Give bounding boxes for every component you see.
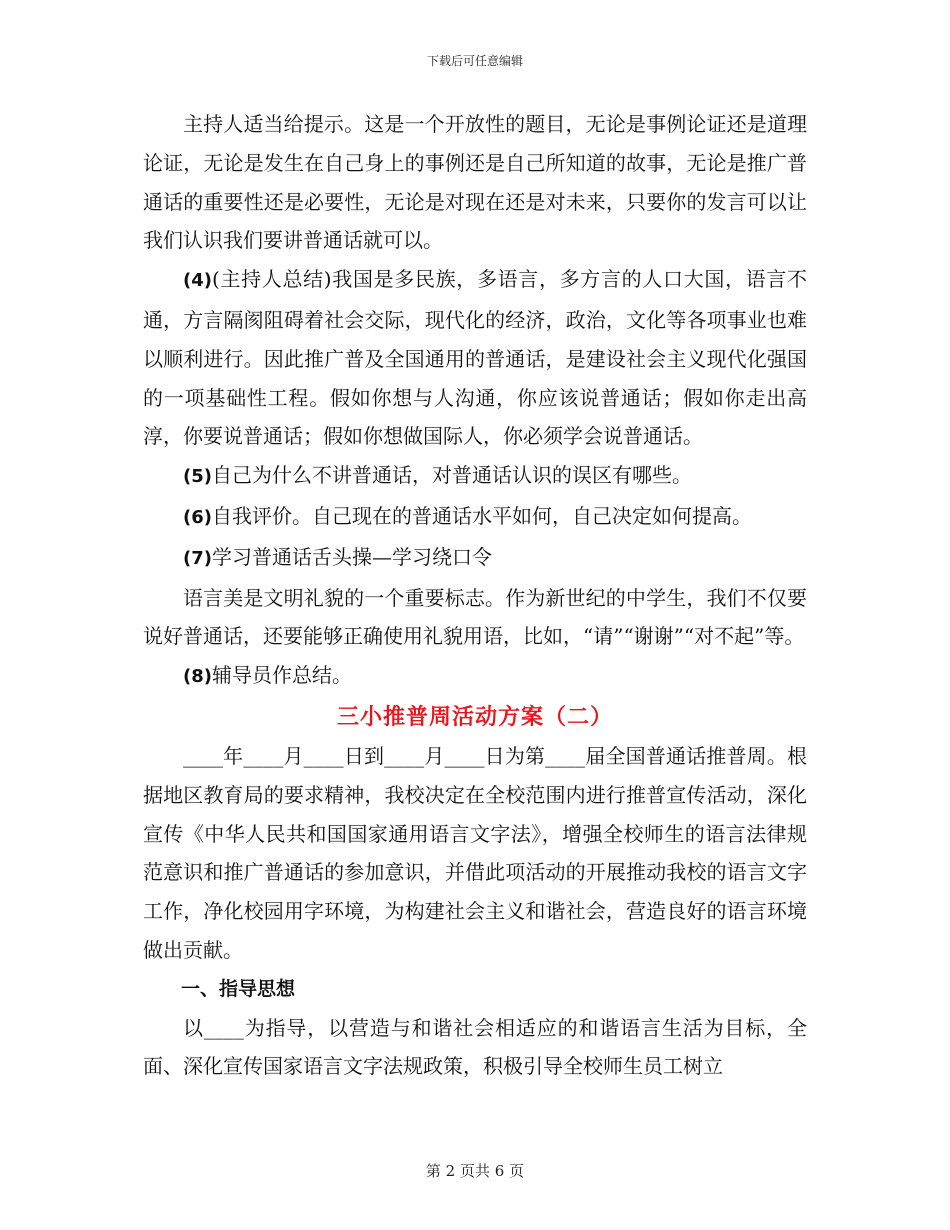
paragraph-item-8 [143,656,807,697]
paragraph-item-5 [143,456,807,497]
paragraph-text: 辅导员作总结。 [211,663,352,688]
section-title: 三小推普周活动方案（二） [336,703,613,730]
page-footer: 第 2 页共 6 页 [425,1162,525,1180]
paragraph-text: 自我评价。自己现在的普通话水平如何，自己决定如何提高。 [211,503,752,528]
paragraph-item-6 [143,497,807,538]
paragraph-item-7 [143,538,807,579]
item-number: (6) [183,506,212,528]
item-number: (4) [183,270,212,292]
paragraph-language-beauty: 语言美是文明礼貌的一个重要标志。作为新世纪的中学生，我们不仅要说好普通话，还要能够正确使用礼貌用语，比如，“请”“谢谢”“对不起”等。 [143,585,807,649]
page-header: 下载后可任意编辑 [426,54,523,68]
item-number: (8) [183,666,212,688]
item-number: (5) [183,466,212,488]
paragraph-host-hint: 主持人适当给提示。这是一个开放性的题目，无论是事例论证还是道理论证，无论是发生在自己身上的事例还是自己所知道的故事，无论是推广普通话的重要性还是必要性，无论是对现在还是对未来，只要你的发言可以让我们认识我们要讲普通话就可以。 [143,112,807,253]
paragraph-guiding-thought: 以____为指导，以营造与和谐社会相适应的和谐语言生活为目标，全面、深化宣传国家语言文字法规政策，积极引导全校师生员工树立 [143,1015,807,1079]
heading-guiding-thought: 一、指导思想 [181,977,296,1000]
paragraph-text: (主持人总结)我国是多民族，多语言，多方言的人口大国，语言不通，方言隔阂阻碍着社会交际，现代化的经济，政治，文化等各项事业也难以顺利进行。因此推广普及全国通用的普通话，是建设社会主义现代化强国的一项基础性工程。假如你想与人沟通，你应该说普通话；假如你走出高淳，你要说普通话；假如你想做国际人，你必须学会说普通话。 [143,267,807,449]
item-number: (7) [183,547,212,569]
paragraph-item-4 [143,260,807,456]
document-body [143,105,807,1086]
paragraph-intro: ____年____月____日到____月____日为第____届全国普通话推普周。根据地区教育局的要求精神，我校决定在全校范围内进行推普宣传活动，深化宣传《中华人民共和国国家通用语言文字法》，增强全校师生的语言法律规范意识和推广普通话的参加意识，并借此项活动的开展推动我校的语言文字工作，净化校园用字环境，为构建社会主义和谐社会，营造良好的语言环境做出贡献。 [143,743,807,962]
paragraph-text: 自己为什么不讲普通话，对普通话认识的误区有哪些。 [211,463,692,488]
paragraph-text: 学习普通话舌头操—学习绕口令 [211,544,492,569]
